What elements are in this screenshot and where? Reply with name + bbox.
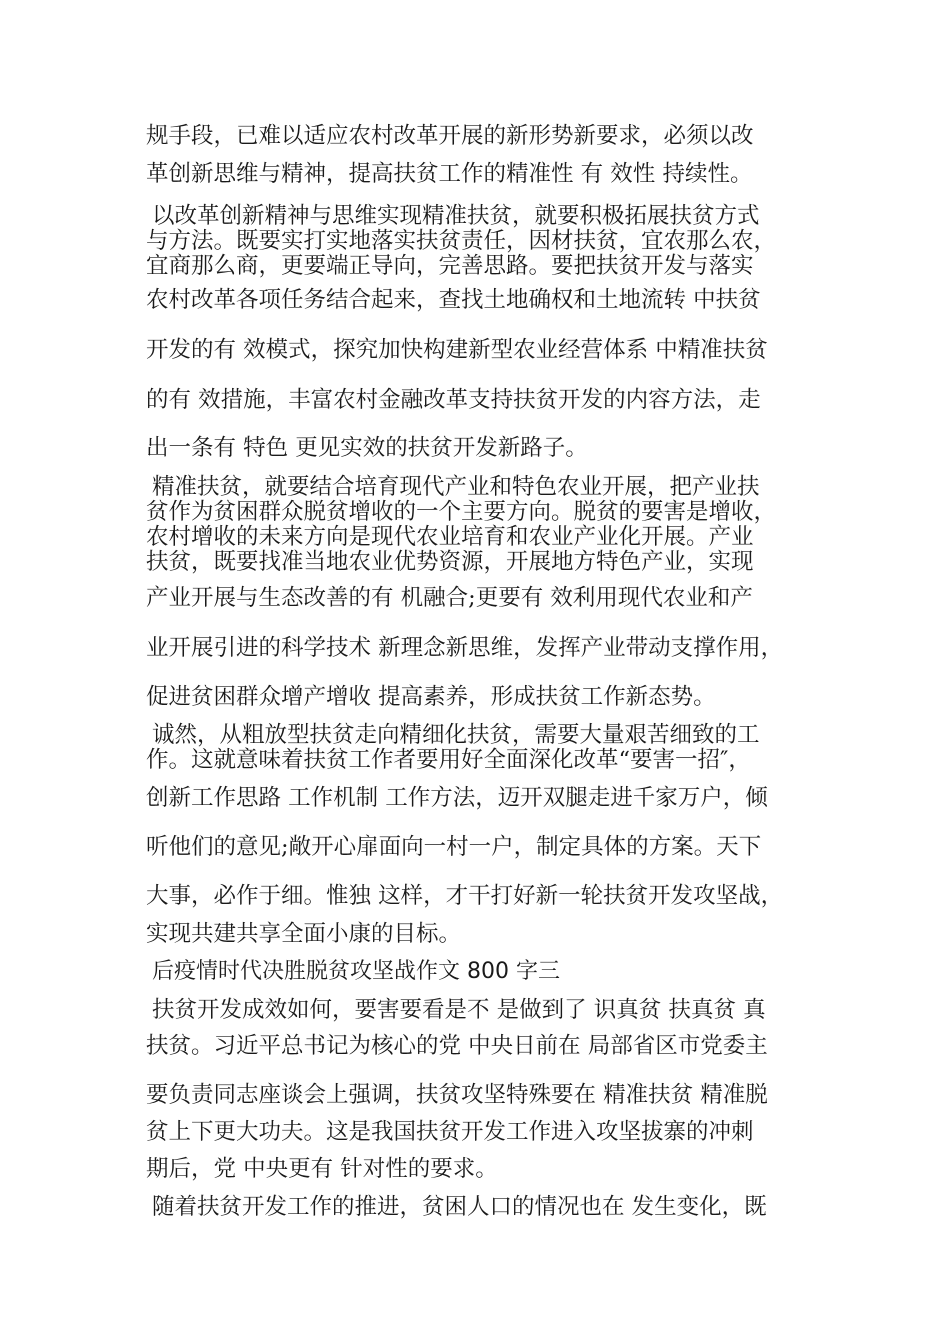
text-line: 革创新思维与精神，提高扶贫工作的精准性 有 效性 持续性。: [146, 161, 753, 187]
text-line: 作。这就意味着扶贫工作者要用好全面深化改革“要害一招″，: [146, 747, 751, 773]
text-line: 扶贫。习近平总书记为核心的党 中央日前在 局部省区市党委主: [146, 1033, 768, 1059]
text-line: 大事，必作于细。惟独 这样，才干打好新一轮扶贫开发攻坚战，: [146, 883, 784, 909]
paragraph-start-line: 以改革创新精神与思维实现精准扶贫，就要积极拓展扶贫方式: [152, 203, 760, 229]
text-line: 与方法。既要实打实地落实扶贫责任，因材扶贫，宜农那么农，: [146, 228, 777, 254]
text-line: 期后，党 中央更有 针对性的要求。: [146, 1156, 498, 1182]
text-line: 扶贫，既要找准当地农业优势资源，开展地方特色产业，实现: [146, 549, 754, 575]
text-line: 开发的有 效模式，探究加快构建新型农业经营体系 中精准扶贫: [146, 337, 768, 363]
section-title: 后疫情时代决胜脱贫攻坚战作文 800 字三: [152, 959, 560, 984]
text-line: 贫上下更大功夫。这是我国扶贫开发工作进入攻坚拔寨的冲刺: [146, 1119, 754, 1145]
paragraph-start-line: 精准扶贫，就要结合培育现代产业和特色农业开展，把产业扶: [152, 474, 760, 500]
text-line: 规手段，已难以适应农村改革开展的新形势新要求，必须以改: [146, 123, 754, 149]
text-line: 宜商那么商，更要端正导向，完善思路。要把扶贫开发与落实: [146, 253, 754, 279]
text-line: 农村增收的未来方向是现代农业培育和农业产业化开展。产业: [146, 524, 754, 550]
paragraph-start-line: 随着扶贫开发工作的推进，贫困人口的情况也在 发生变化，既: [152, 1194, 767, 1220]
text-line: 贫作为贫困群众脱贫增收的一个主要方向。脱贫的要害是增收，: [146, 499, 777, 525]
text-line: 要负责同志座谈会上强调，扶贫攻坚特殊要在 精准扶贫 精准脱: [146, 1082, 768, 1108]
text-line: 的有 效措施，丰富农村金融改革支持扶贫开发的内容方法，走: [146, 387, 761, 413]
text-line: 促进贫困群众增产增收 提高素养，形成扶贫工作新态势。: [146, 684, 716, 710]
text-line: 创新工作思路 工作机制 工作方法，迈开双腿走进千家万户，倾: [146, 785, 768, 811]
paragraph-start-line: 诚然，从粗放型扶贫走向精细化扶贫，需要大量艰苦细致的工: [152, 722, 760, 748]
text-line: 实现共建共享全面小康的目标。: [146, 921, 462, 947]
paragraph-start-line: 扶贫开发成效如何，要害要看是不 是做到了 识真贫 扶真贫 真: [152, 997, 766, 1023]
text-line: 业开展引进的科学技术 新理念新思维，发挥产业带动支撑作用，: [146, 635, 784, 661]
text-line: 听他们的意见;敞开心扉面向一村一户，制定具体的方案。天下: [146, 834, 762, 860]
text-line: 产业开展与生态改善的有 机融合;更要有 效利用现代农业和产: [146, 585, 753, 611]
text-line: 农村改革各项任务结合起来，查找土地确权和土地流转 中扶贫: [146, 287, 761, 313]
text-line: 出一条有 特色 更见实效的扶贫开发新路子。: [146, 435, 588, 461]
